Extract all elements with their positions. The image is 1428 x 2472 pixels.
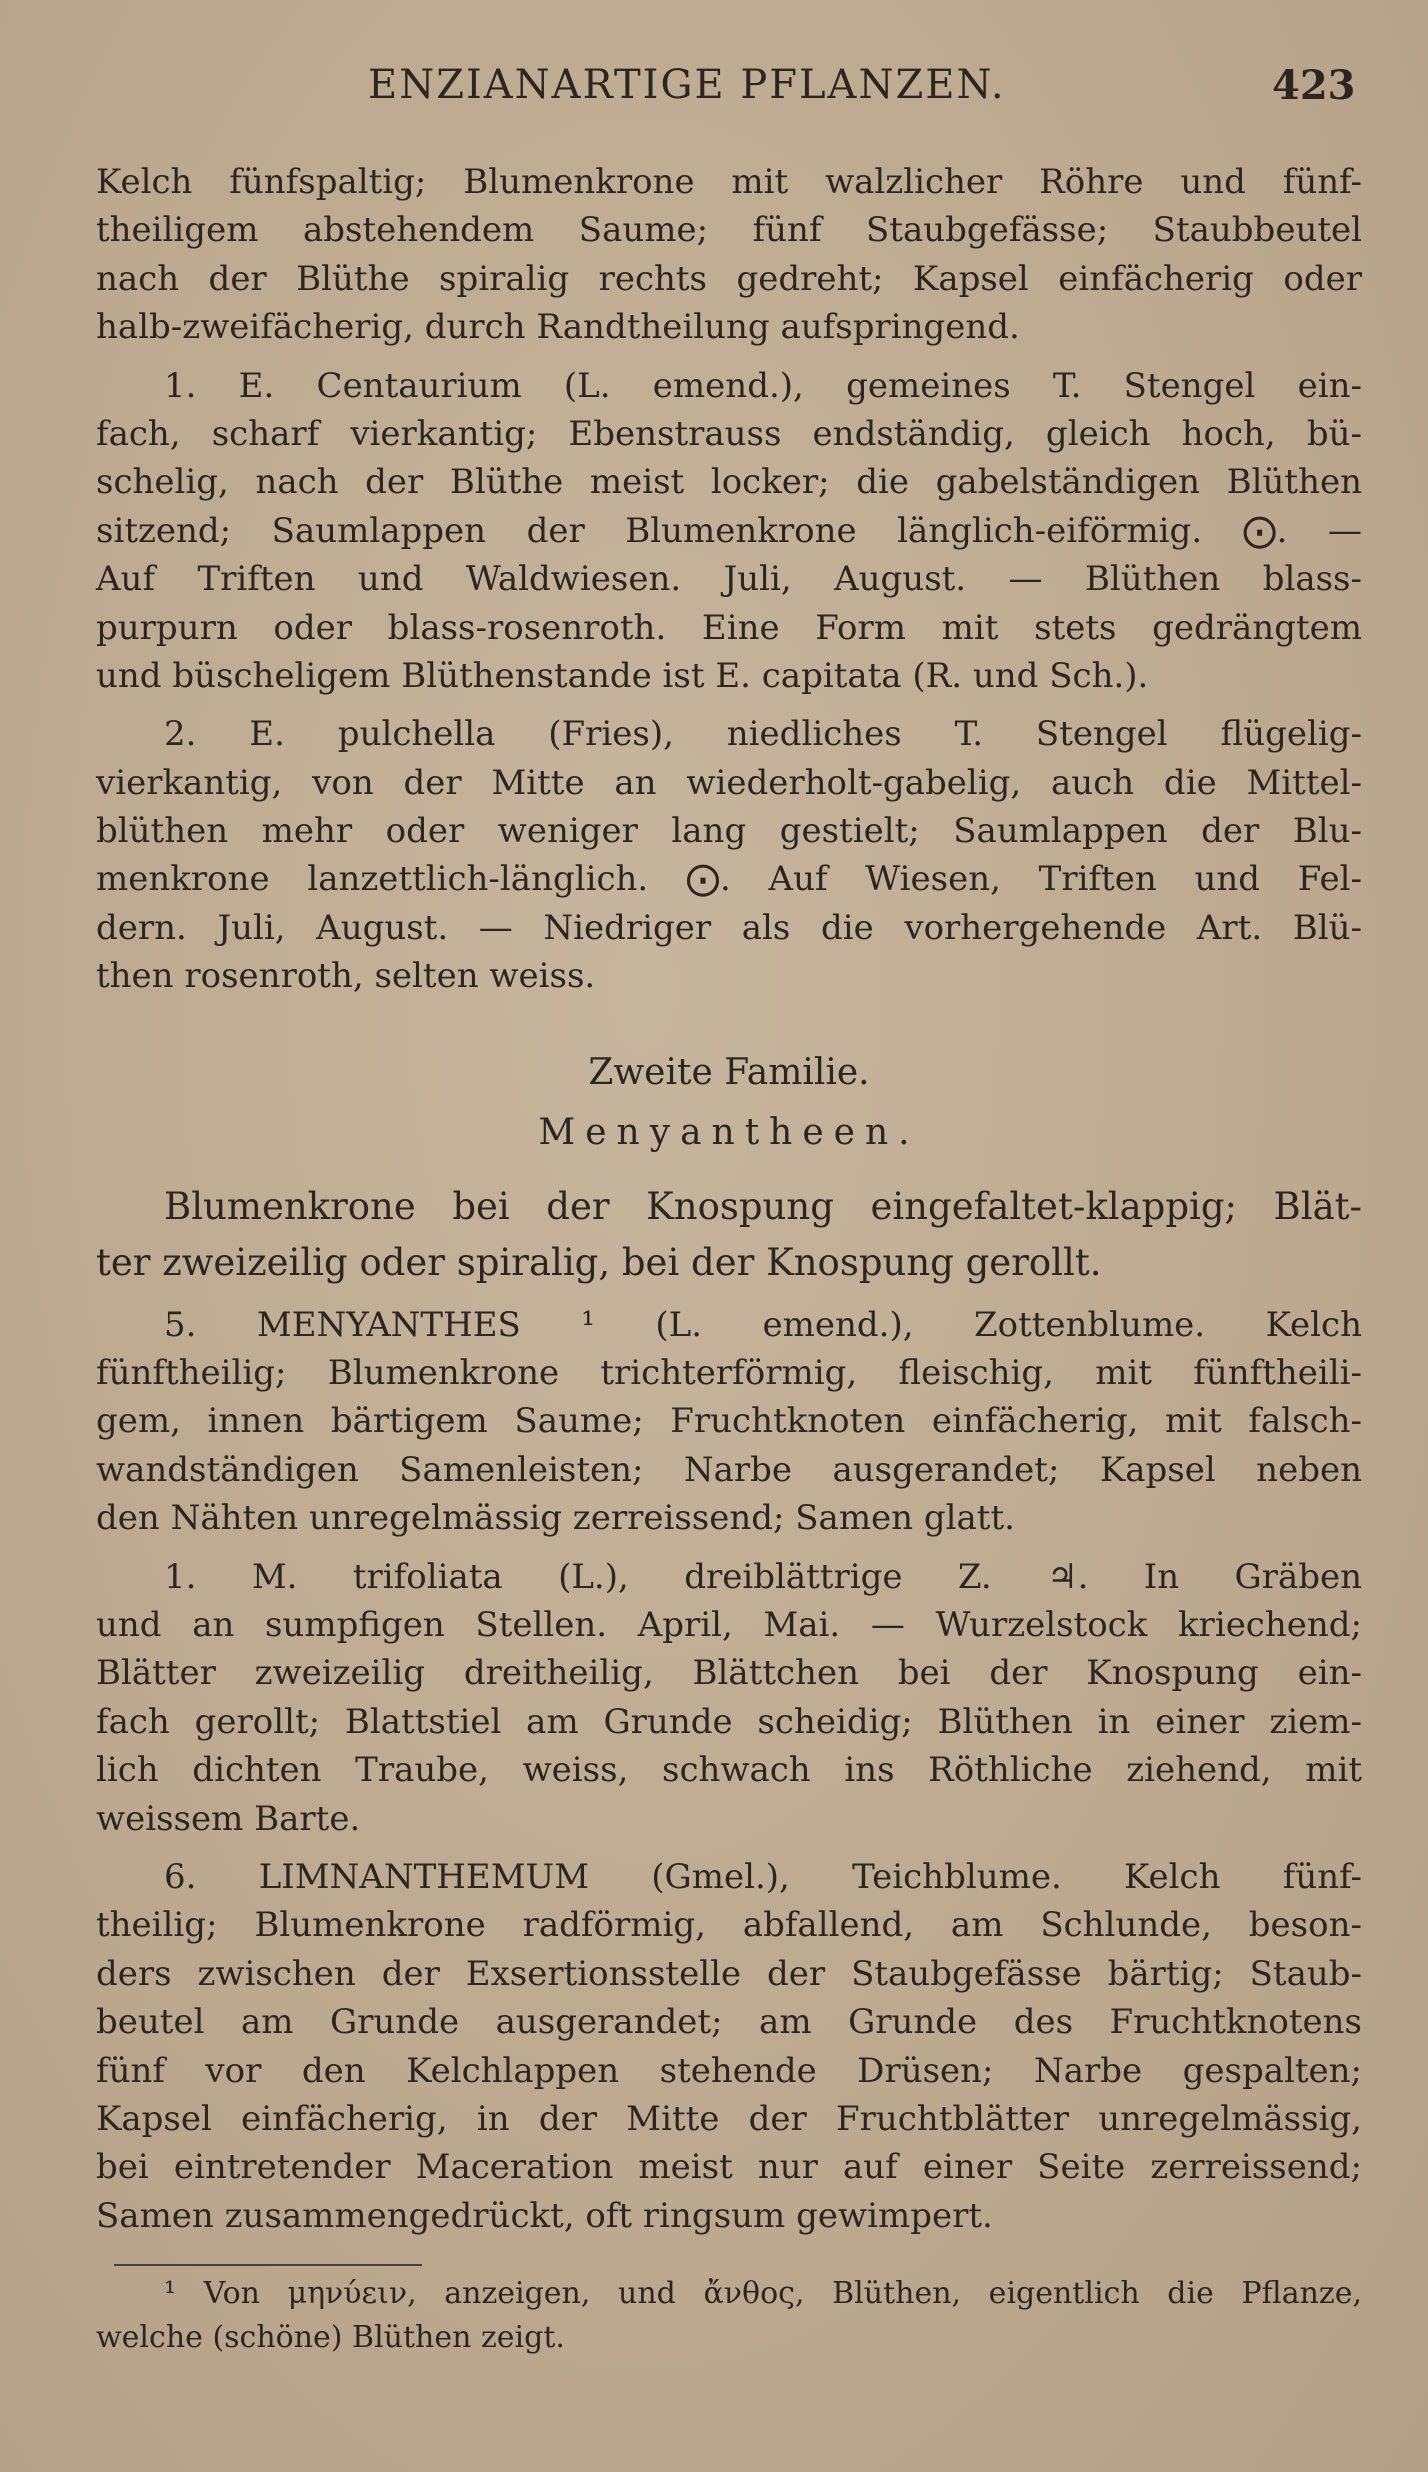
text-line: Kelch fünfspaltig; Blumenkrone mit walzlicher Röhre und fünf- <box>96 162 1362 202</box>
text-line: 6. LIMNANTHEMUM (Gmel.), Teichblume. Kelch fünf- <box>164 1856 1362 1897</box>
text-line: fach gerollt; Blattstiel am Grunde scheidig; Blüthen in einer ziem- <box>96 1701 1362 1742</box>
text-line: vierkantig, von der Mitte an wiederholt-gabelig, auch die Mittel- <box>96 762 1362 803</box>
text-line: ter zweizeilig oder spiralig, bei der Knospung gerollt. <box>96 1240 1102 1284</box>
text-line: den Nähten unregelmässig zerreissend; Samen glatt. <box>96 1498 1015 1539</box>
text-line: gem, innen bärtigem Saume; Fruchtknoten einfächerig, mit falsch- <box>96 1401 1362 1442</box>
text-line: fünftheilig; Blumenkrone trichterförmig, fleischig, mit fünftheili- <box>96 1353 1362 1394</box>
text-line: then rosenroth, selten weiss. <box>96 956 596 997</box>
paragraph-limnanthemum <box>96 1853 1362 2240</box>
body-text <box>96 158 1362 2360</box>
family-description <box>96 1179 1362 1291</box>
footnote <box>96 2272 1362 2360</box>
text-line: fünf vor den Kelchlappen stehende Drüsen; Narbe gespalten; <box>96 2050 1362 2091</box>
text-line: Blumenkrone bei der Knospung eingefaltet-klappig; Blät- <box>164 1184 1362 1228</box>
text-line: Samen zusammengedrückt, oft ringsum gewimpert. <box>96 2195 993 2236</box>
text-line: lich dichten Traube, weiss, schwach ins Röthliche ziehend, mit <box>96 1750 1362 1791</box>
paragraph-centaurium <box>96 362 1362 701</box>
text-line: beutel am Grunde ausgerandet; am Grunde des Fruchtknotens <box>96 2002 1362 2043</box>
paragraph-trifoliata <box>96 1553 1362 1843</box>
text-line: 1. E. Centaurium (L. emend.), gemeines T. Stengel ein- <box>164 365 1362 406</box>
paragraph-pulchella <box>96 710 1362 1000</box>
text-line: Kapsel einfächerig, in der Mitte der Fruchtblätter unregelmässig, <box>96 2098 1362 2139</box>
family-name: Menyantheen. <box>538 1111 920 1153</box>
text-line: weissem Barte. <box>96 1798 361 1839</box>
text-line: 5. MENYANTHES ¹ (L. emend.), Zottenblume. Kelch <box>164 1304 1362 1345</box>
text-line: theiligem abstehendem Saume; fünf Staubgefässe; Staubbeutel <box>96 210 1362 251</box>
page-number: 423 <box>1272 62 1356 109</box>
family-label: Zweite Familie. <box>588 1051 870 1093</box>
page-header <box>0 62 1428 122</box>
text-line: ders zwischen der Exsertionsstelle der Staubgefässe bärtig; Staub- <box>96 1953 1362 1994</box>
paragraph-intro <box>96 158 1362 352</box>
text-line: dern. Juli, August. — Niedriger als die vorhergehende Art. Blü- <box>96 907 1362 948</box>
text-line: 2. E. pulchella (Fries), niedliches T. Stengel flügelig- <box>164 714 1362 755</box>
footnote-line: welche (schöne) Blüthen zeigt. <box>96 2320 565 2356</box>
text-line: und büscheligem Blüthenstande ist E. capitata (R. und Sch.). <box>96 655 1149 696</box>
text-line: sitzend; Saumlappen der Blumenkrone länglich-eiförmig. ⨀. — <box>96 510 1362 551</box>
text-line: wandständigen Samenleisten; Narbe ausgerandet; Kapsel neben <box>96 1449 1362 1490</box>
running-title: ENZIANARTIGE PFLANZEN. <box>368 62 1006 108</box>
footnote-divider <box>114 2264 422 2266</box>
text-line: Blätter zweizeilig dreitheilig, Blättchen bei der Knospung ein- <box>96 1653 1362 1694</box>
text-line: halb-zweifächerig, durch Randtheilung aufspringend. <box>96 307 1020 348</box>
text-line: Auf Triften und Waldwiesen. Juli, August. — Blüthen blass- <box>96 559 1362 600</box>
text-line: blüthen mehr oder weniger lang gestielt; Saumlappen der Blu- <box>96 811 1362 852</box>
text-line: bei eintretender Maceration meist nur auf einer Seite zerreissend; <box>96 2147 1362 2188</box>
text-line: purpurn oder blass-rosenroth. Eine Form mit stets gedrängtem <box>96 607 1362 648</box>
text-line: menkrone lanzettlich-länglich. ⨀. Auf Wiesen, Triften und Fel- <box>96 859 1362 900</box>
text-line: fach, scharf vierkantig; Ebenstrauss endständig, gleich hoch, bü- <box>96 413 1362 454</box>
paragraph-menyanthes <box>96 1301 1362 1543</box>
text-line: 1. M. trifoliata (L.), dreiblättrige Z. ♃. In Gräben <box>164 1556 1362 1597</box>
text-line: nach der Blüthe spiralig rechts gedreht; Kapsel einfächerig oder <box>96 258 1362 299</box>
text-line: und an sumpfigen Stellen. April, Mai. — Wurzelstock kriechend; <box>96 1604 1362 1645</box>
text-line: theilig; Blumenkrone radförmig, abfallend, am Schlunde, beson- <box>96 1905 1362 1946</box>
text-line: schelig, nach der Blüthe meist locker; die gabelständigen Blüthen <box>96 462 1362 503</box>
footnote-line: ¹ Von μηνύειν, anzeigen, und ἄνθος, Blüthen, eigentlich die Pflanze, <box>164 2276 1362 2312</box>
